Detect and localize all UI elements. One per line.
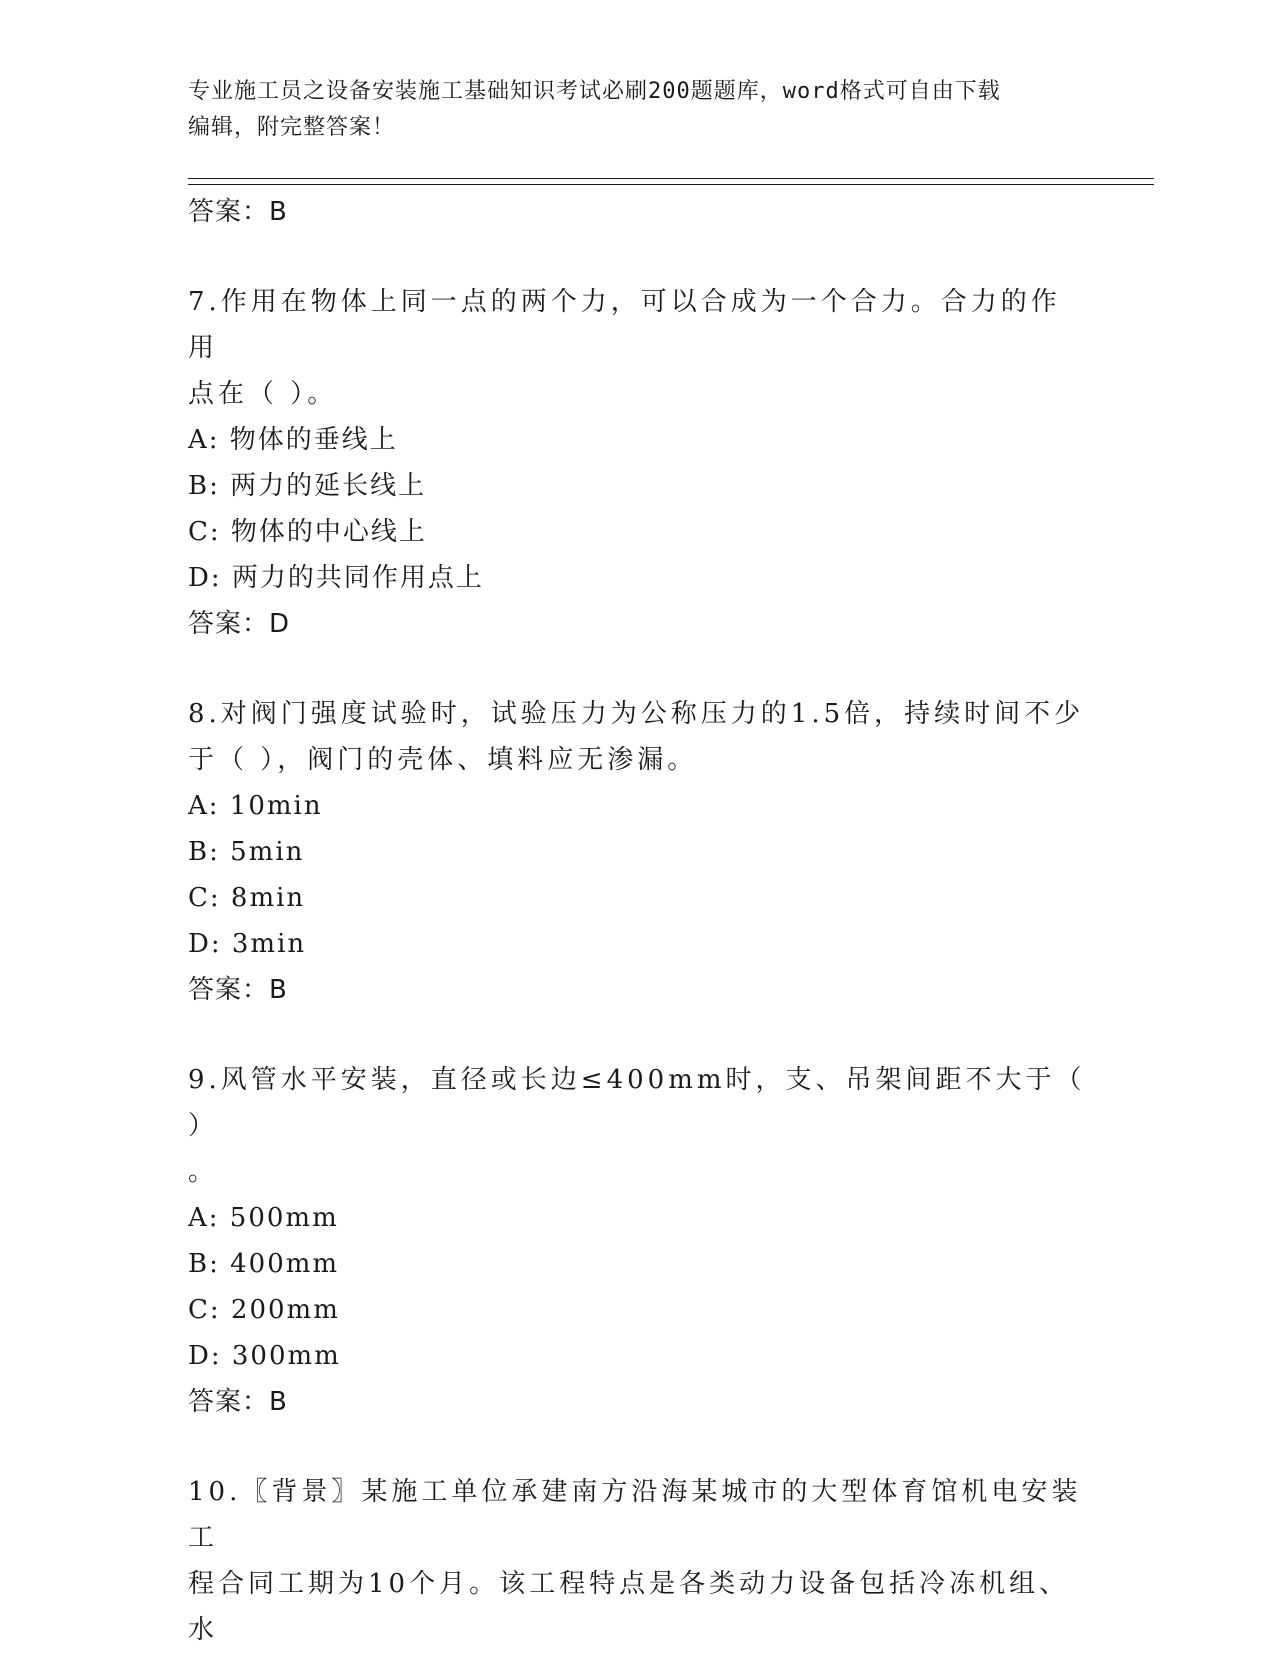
option-c: C: 8min — [188, 883, 306, 913]
option-a: A: 500mm — [188, 1203, 339, 1233]
question-8 — [188, 691, 1088, 1013]
question-text-line: 。 — [188, 1157, 219, 1187]
document-header — [188, 74, 1088, 146]
option-c: C: 物体的中心线上 — [188, 517, 427, 547]
question-text-line: 7.作用在物体上同一点的两个力，可以合成为一个合力。合力的作用 — [188, 287, 1061, 363]
question-text-line: 9.风管水平安装，直径或长边≤400mm时，支、吊架间距不大于（ ） — [188, 1065, 1086, 1141]
question-text-line: 点在（ ）。 — [188, 379, 338, 409]
question-text-line: 10.〖背景〗某施工单位承建南方沿海某城市的大型体育馆机电安装工 — [188, 1477, 1082, 1553]
answer: 答案：B — [188, 975, 288, 1005]
question-9 — [188, 1057, 1088, 1425]
option-b: B: 两力的延长线上 — [188, 471, 427, 501]
previous-answer: 答案：B — [188, 197, 288, 227]
option-b: B: 5min — [188, 837, 305, 867]
option-c: C: 200mm — [188, 1295, 340, 1325]
question-text-line: 8.对阀门强度试验时，试验压力为公称压力的1.5倍，持续时间不少 — [188, 699, 1085, 729]
header-divider-top — [188, 178, 1154, 179]
header-line-2: 编辑，附完整答案！ — [188, 115, 396, 140]
answer: 答案：B — [188, 1387, 288, 1417]
option-d: D: 两力的共同作用点上 — [188, 563, 484, 593]
option-a: A: 10min — [188, 791, 323, 821]
question-7 — [188, 279, 1088, 647]
option-d: D: 3min — [188, 929, 307, 959]
answer: 答案：D — [188, 609, 291, 639]
option-d: D: 300mm — [188, 1341, 341, 1371]
question-text-line: 于（ ），阀门的壳体、填料应无渗漏。 — [188, 745, 698, 775]
option-b: B: 400mm — [188, 1249, 340, 1279]
question-list — [188, 185, 1088, 1653]
question-text-line: 程合同工期为10个月。该工程特点是各类动力设备包括冷冻机组、水 — [188, 1569, 1070, 1645]
question-10 — [188, 1469, 1088, 1653]
option-a: A: 物体的垂线上 — [188, 425, 398, 455]
header-line-1: 专业施工员之设备安装施工基础知识考试必刷200题题库，word格式可自由下载 — [188, 79, 1001, 104]
